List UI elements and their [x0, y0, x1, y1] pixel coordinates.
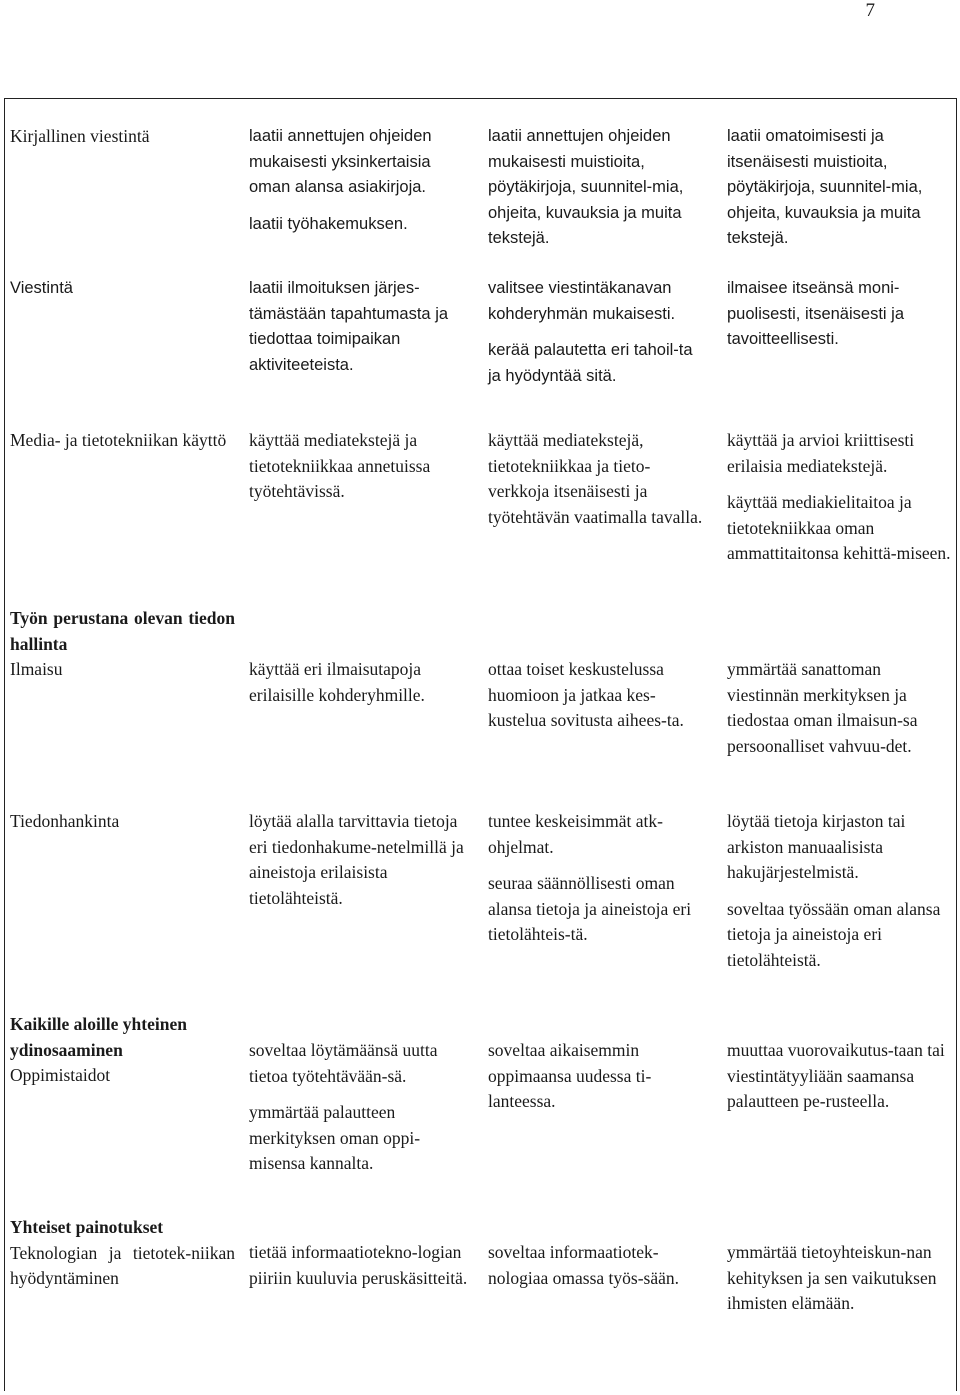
page-number: 7 — [865, 0, 875, 21]
row4-col1: käyttää eri ilmaisutapoja erilaisille kohderyhmille. — [249, 659, 425, 705]
row3-col3: käyttää ja arvioi kriittisesti erilaisia mediatekstejä. käyttää mediakielitaitoa ja tietotekniikkaa oman ammattitaitonsa kehittä-miseen. — [727, 430, 951, 563]
row1-col3: laatii omatoimisesti ja itsenäisesti muistioita, pöytäkirjoja, suunnitel-mia, ohjeita, kuvauksia ja muita tekstejä. — [727, 127, 923, 247]
row4-col2: ottaa toiset keskustelussa huomioon ja jatkaa kes-kustelua sovitusta aihees-ta. — [488, 659, 684, 730]
row3-col1: käyttää mediatekstejä ja tietotekniikkaa annetuissa työtehtävissä. — [249, 430, 431, 501]
row5-col1: löytää alalla tarvittavia tietoja eri tiedonhakume-netelmillä ja aineistoja erilaisista tietolähteistä. — [249, 811, 464, 908]
section-heading-yhteiset-painotukset: Yhteiset painotukset Teknologian ja tietotek-niikan hyödyntäminen — [10, 1217, 235, 1288]
row1-col2: laatii annettujen ohjeiden mukaisesti muistioita, pöytäkirjoja, suunnitel-mia, ohjeita, kuvauksia ja muita tekstejä. — [488, 127, 684, 247]
row6-col1: soveltaa löytämäänsä uutta tietoa työtehtävään-sä. ymmärtää palautteen merkityksen oman oppi-misensa kannalta. — [249, 1040, 438, 1173]
row6-col3: muuttaa vuorovaikutus-taan tai viestintätyyliään saamansa palautteen pe-rusteella. — [727, 1040, 945, 1111]
section-heading-ydinosaaminen: Kaikille aloille yhteinen ydinosaaminen Oppimistaidot — [10, 1014, 187, 1085]
row2-col1: laatii ilmoituksen järjes-tämästään tapahtumasta ja tiedottaa toimipaikan aktiviteeteista. — [249, 279, 449, 374]
section-heading-tiedon-hallinta: Työn perustana olevan tiedon hallinta Ilmaisu — [10, 608, 235, 679]
row7-col1: tietää informaatioteknо-logian piiriin kuuluvia peruskäsitteitä. — [249, 1242, 468, 1288]
row1-col1: laatii annettujen ohjeiden mukaisesti yksinkertaisia oman alansa asiakirjoja. laatii työhakemuksen. — [249, 127, 432, 233]
row-label-tiedonhankinta: Tiedonhankinta — [10, 811, 120, 831]
row-label-viestinta: Viestintä — [10, 279, 73, 297]
row3-col2: käyttää mediatekstejä, tietotekniikkaa ja tieto-verkkoja itsenäisesti ja työtehtävän vaatimalla tavalla. — [488, 430, 703, 527]
row4-col3: ymmärtää sanattoman viestinnän merkityksen ja tiedostaa oman ilmaisun-sa persoonalliset vahvuu-det. — [727, 659, 918, 756]
row7-col3: ymmärtää tietoyhteiskun-nan kehityksen ja sen vaikutuksen ihmisten elämään. — [727, 1242, 937, 1313]
row2-col3: ilmaisee itseänsä moni-puolisesti, itsenäisesti ja tavoitteellisesti. — [727, 279, 905, 348]
row2-col2: valitsee viestintäkanavan kohderyhmän mukaisesti. kerää palautetta eri tahoil-ta ja hyödyntää sitä. — [488, 279, 693, 385]
row-label-kirjallinen-viestinta: Kirjallinen viestintä — [10, 126, 150, 146]
row-label-media: Media- ja tietotekniikan käyttö — [10, 430, 227, 450]
row6-col2: soveltaa aikaisemmin oppimaansa uudessa ti-lanteessa. — [488, 1040, 652, 1111]
row7-col2: soveltaa informaatiotek-nologiaa omassa työs-sään. — [488, 1242, 679, 1288]
row5-col2: tuntee keskeisimmät atk-ohjelmat. seuraa säännöllisesti oman alansa tietoja ja aineistoja eri tietolähteis-tä. — [488, 811, 692, 944]
row5-col3: löytää tietoja kirjaston tai arkiston manuaalisista hakujärjestelmistä. soveltaa työssään oman alansa tietoja ja aineistoja eri tietolähteistä. — [727, 811, 941, 970]
